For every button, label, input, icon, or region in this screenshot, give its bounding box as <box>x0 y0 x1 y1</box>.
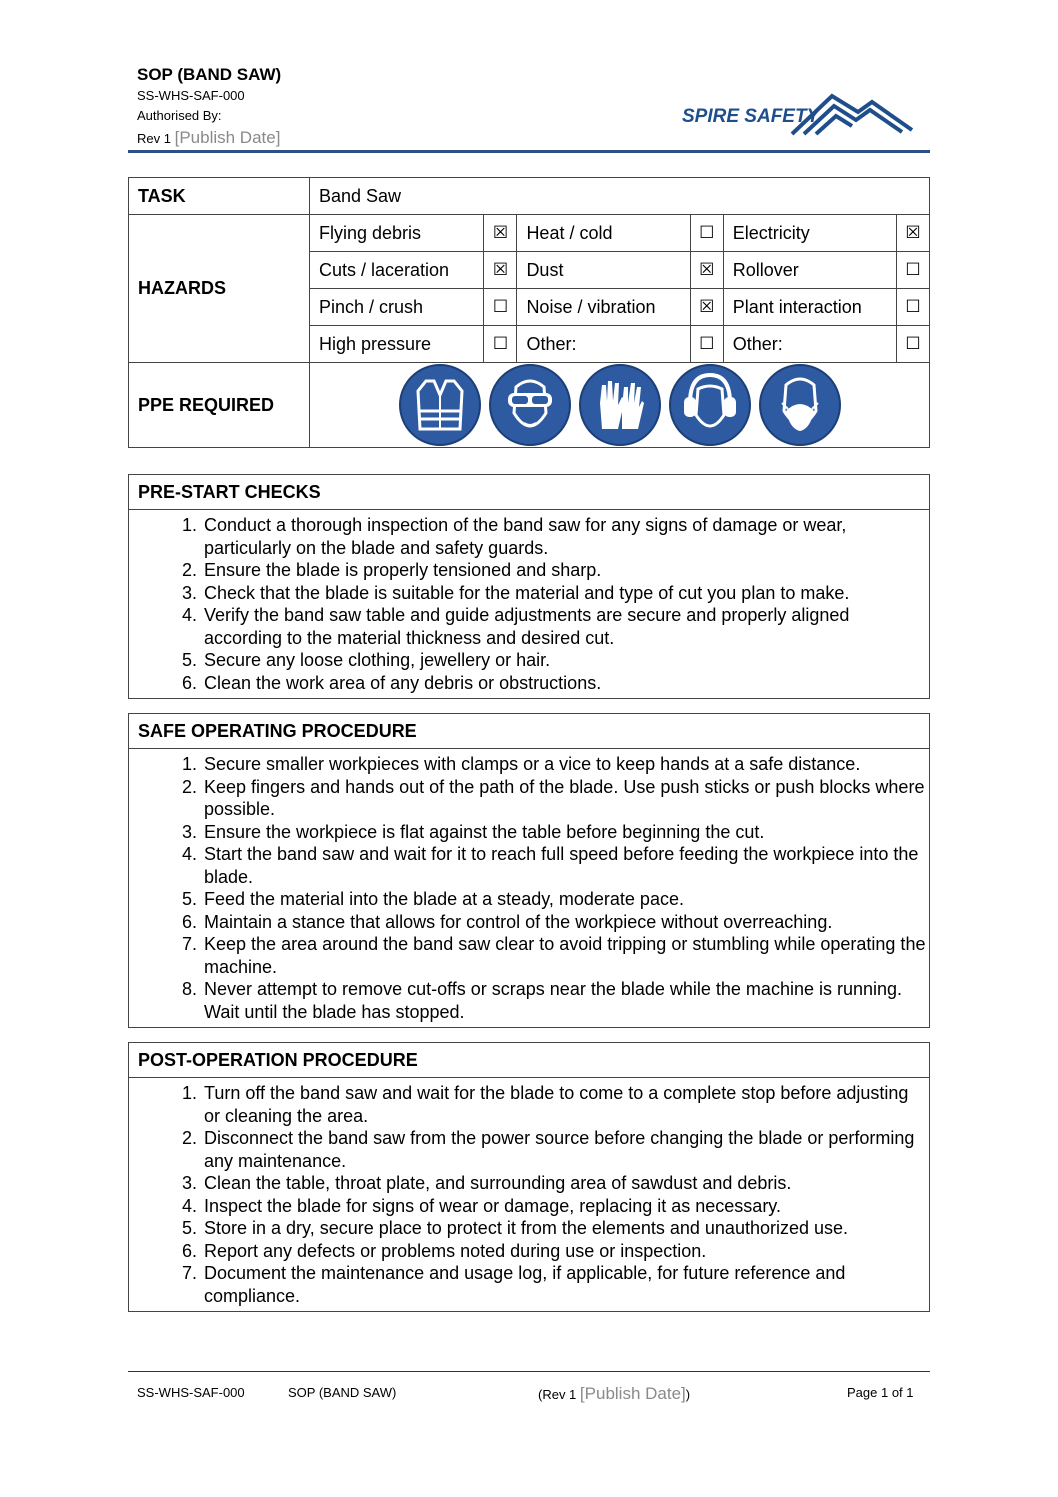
hazard-name: High pressure <box>310 326 484 363</box>
hazard-checkbox[interactable]: ☐ <box>897 252 930 289</box>
list-item: 5. Feed the material into the blade at a steady, moderate pace. <box>202 888 929 911</box>
header-divider <box>128 150 930 153</box>
footer-revision <box>538 1384 690 1404</box>
hazard-name: Plant interaction <box>723 289 896 326</box>
section-heading: POST-OPERATION PROCEDURE <box>129 1043 929 1078</box>
list-item: 7. Keep the area around the band saw clear to avoid tripping or stumbling while operating the machine. <box>202 933 929 978</box>
list-item: 3. Check that the blade is suitable for the material and type of cut you plan to make. <box>202 582 929 605</box>
hi-vis-vest-icon <box>398 363 482 447</box>
list-item: 6. Report any defects or problems noted during use or inspection. <box>202 1240 929 1263</box>
hazard-checkbox[interactable]: ☐ <box>690 215 723 252</box>
footer-page-number: Page 1 of 1 <box>847 1385 914 1400</box>
hazard-checkbox[interactable]: ☒ <box>897 215 930 252</box>
document-code: SS-WHS-SAF-000 <box>137 88 245 103</box>
pre-start-checks-section <box>128 474 930 699</box>
hazard-name: Cuts / laceration <box>310 252 484 289</box>
list-item: 5. Store in a dry, secure place to protect it from the elements and unauthorized use. <box>202 1217 929 1240</box>
pre-start-list <box>129 514 929 694</box>
footer-publish-date: [Publish Date] <box>579 1384 686 1403</box>
task-hazard-table <box>128 177 930 448</box>
revision-label: Rev 1 <box>137 131 171 146</box>
hazard-name: Heat / cold <box>517 215 690 252</box>
list-item: 4. Start the band saw and wait for it to reach full speed before feeding the workpiece into the blade. <box>202 843 929 888</box>
list-item: 3. Ensure the workpiece is flat against the table before beginning the cut. <box>202 821 929 844</box>
hazard-checkbox[interactable]: ☒ <box>484 252 517 289</box>
list-item: 7. Document the maintenance and usage log, if applicable, for future reference and compliance. <box>202 1262 929 1307</box>
footer-rev-close: ) <box>685 1387 691 1402</box>
revision-line <box>137 126 281 151</box>
document-title: SOP (BAND SAW) <box>137 65 282 84</box>
footer-divider <box>128 1371 930 1372</box>
task-value: Band Saw <box>310 178 930 215</box>
hazard-checkbox[interactable]: ☒ <box>484 215 517 252</box>
list-item: 6. Clean the work area of any debris or obstructions. <box>202 672 929 695</box>
spire-safety-logo <box>680 82 920 138</box>
document-header <box>137 64 281 151</box>
hazard-name: Pinch / crush <box>310 289 484 326</box>
authorised-by: Authorised By: <box>137 108 222 123</box>
hazard-checkbox[interactable]: ☐ <box>484 326 517 363</box>
list-item: 5. Secure any loose clothing, jewellery or hair. <box>202 649 929 672</box>
list-item: 6. Maintain a stance that allows for control of the workpiece without overreaching. <box>202 911 929 934</box>
list-item: 1. Turn off the band saw and wait for the blade to come to a complete stop before adjusting or cleaning the area. <box>202 1082 929 1127</box>
footer-doc-title: SOP (BAND SAW) <box>288 1385 397 1400</box>
safety-goggles-icon <box>488 363 572 447</box>
hazard-name: Other: <box>723 326 896 363</box>
logo-text: SPIRE SAFETY <box>682 106 820 127</box>
hazard-name: Electricity <box>723 215 896 252</box>
task-label: TASK <box>129 178 310 215</box>
ear-muffs-icon <box>668 363 752 447</box>
list-item: 8. Never attempt to remove cut-offs or scraps near the blade while the machine is running. Wait until the blade has stopped. <box>202 978 929 1023</box>
section-heading: PRE-START CHECKS <box>129 475 929 510</box>
list-item: 4. Verify the band saw table and guide adjustments are secure and properly aligned according to the material thickness and desired cut. <box>202 604 929 649</box>
ppe-icons-cell <box>310 363 930 448</box>
hazard-checkbox[interactable]: ☒ <box>690 252 723 289</box>
hazard-checkbox[interactable]: ☐ <box>484 289 517 326</box>
list-item: 2. Disconnect the band saw from the power source before changing the blade or performing any maintenance. <box>202 1127 929 1172</box>
hazard-checkbox[interactable]: ☐ <box>897 326 930 363</box>
hazard-name: Flying debris <box>310 215 484 252</box>
hazard-name: Noise / vibration <box>517 289 690 326</box>
post-operation-list <box>129 1082 929 1307</box>
list-item: 3. Clean the table, throat plate, and surrounding area of sawdust and debris. <box>202 1172 929 1195</box>
list-item: 4. Inspect the blade for signs of wear or damage, replacing it as necessary. <box>202 1195 929 1218</box>
sop-list <box>129 753 929 1023</box>
section-heading: SAFE OPERATING PROCEDURE <box>129 714 929 749</box>
hazard-name: Other: <box>517 326 690 363</box>
hazards-label: HAZARDS <box>129 215 310 363</box>
post-operation-procedure-section <box>128 1042 930 1312</box>
publish-date: [Publish Date] <box>174 128 281 147</box>
safe-operating-procedure-section <box>128 713 930 1028</box>
dust-mask-icon <box>758 363 842 447</box>
hazard-name: Dust <box>517 252 690 289</box>
list-item: 2. Ensure the blade is properly tensioned and sharp. <box>202 559 929 582</box>
ppe-label: PPE REQUIRED <box>129 363 310 448</box>
list-item: 1. Secure smaller workpieces with clamps or a vice to keep hands at a safe distance. <box>202 753 929 776</box>
footer-doc-code: SS-WHS-SAF-000 <box>137 1385 245 1400</box>
footer-rev-label: (Rev 1 <box>538 1387 577 1402</box>
list-item: 1. Conduct a thorough inspection of the band saw for any signs of damage or wear, particularly on the blade and safety guards. <box>202 514 929 559</box>
hazard-checkbox[interactable]: ☐ <box>897 289 930 326</box>
hazard-checkbox[interactable]: ☒ <box>690 289 723 326</box>
hazard-name: Rollover <box>723 252 896 289</box>
hazard-checkbox[interactable]: ☐ <box>690 326 723 363</box>
list-item: 2. Keep fingers and hands out of the path of the blade. Use push sticks or push blocks where possible. <box>202 776 929 821</box>
gloves-icon <box>578 363 662 447</box>
